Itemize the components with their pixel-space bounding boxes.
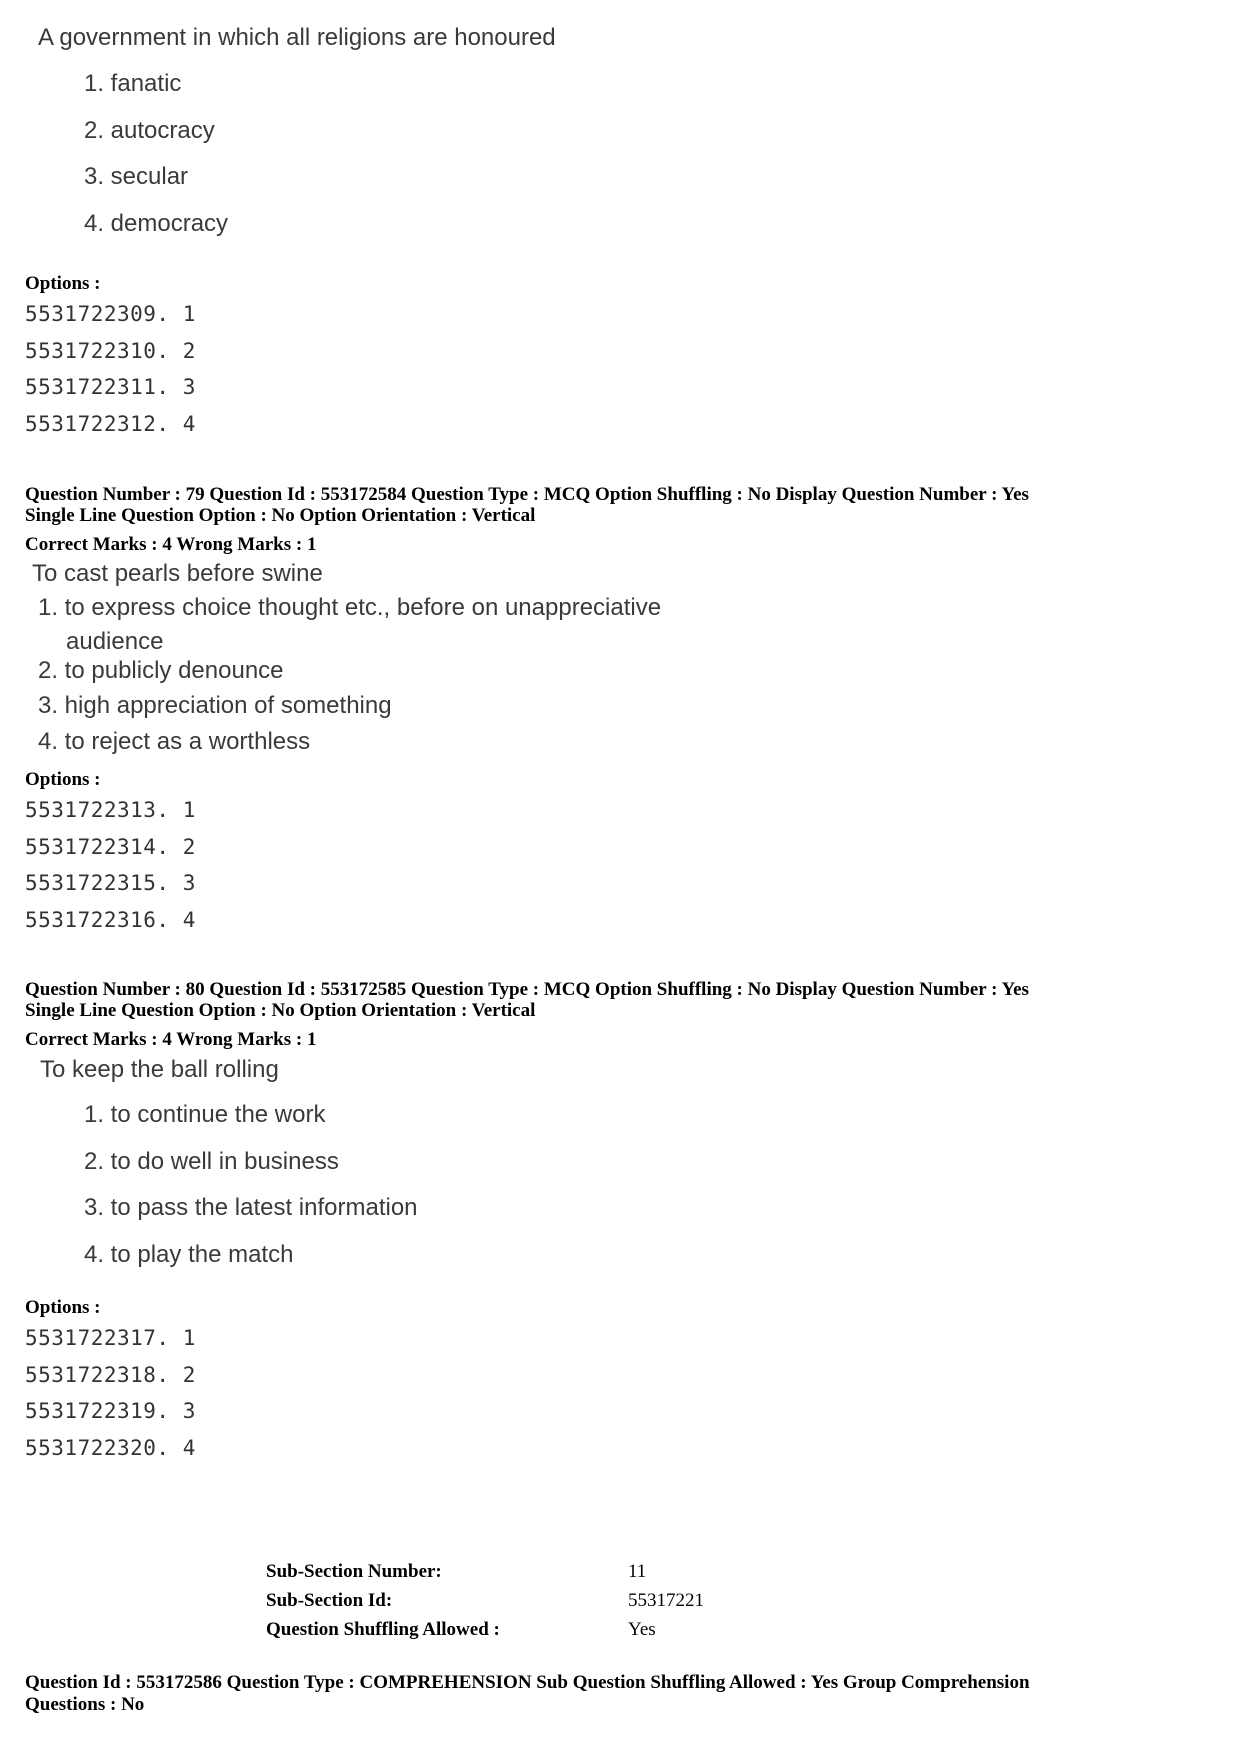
- q79-options-title: Options :: [25, 769, 101, 790]
- q80-options-title: Options :: [25, 1297, 101, 1318]
- subsection-shuffle-label: Question Shuffling Allowed :: [266, 1619, 500, 1640]
- q80-marks: Correct Marks : 4 Wrong Marks : 1: [25, 1029, 317, 1050]
- q80-option-code-2: 5531722318. 2: [25, 1363, 196, 1387]
- q78-choice-3: 3. secular: [84, 163, 189, 190]
- q80-header-line2: Single Line Question Option : No Option Orientation : Vertical: [25, 1000, 536, 1021]
- q79-header-line1: Question Number : 79 Question Id : 553172584 Question Type : MCQ Option Shuffling : No Display Question Number : Yes: [25, 484, 1029, 505]
- q79-choice-1-cont: audience: [66, 628, 164, 655]
- q79-option-code-2: 5531722314. 2: [25, 835, 196, 859]
- q78-stem: A government in which all religions are honoured: [38, 24, 556, 51]
- q78-option-code-4: 5531722312. 4: [25, 412, 196, 436]
- q80-choice-2: 2. to do well in business: [84, 1148, 339, 1175]
- q78-choice-1: 1. fanatic: [84, 70, 182, 97]
- subsection-id-label: Sub-Section Id:: [266, 1590, 393, 1611]
- q80-choice-3: 3. to pass the latest information: [84, 1194, 418, 1221]
- q78-option-code-2: 5531722310. 2: [25, 339, 196, 363]
- comprehension-header-line1: Question Id : 553172586 Question Type : COMPREHENSION Sub Question Shuffling Allowed : Yes Group Comprehension: [25, 1672, 1030, 1693]
- q78-option-code-1: 5531722309. 1: [25, 302, 196, 326]
- q79-stem: To cast pearls before swine: [32, 560, 323, 587]
- q80-choice-1: 1. to continue the work: [84, 1101, 326, 1128]
- subsection-shuffle-value: Yes: [628, 1619, 656, 1640]
- subsection-number-label: Sub-Section Number:: [266, 1561, 442, 1582]
- subsection-id-value: 55317221: [628, 1590, 704, 1611]
- q78-choice-4: 4. democracy: [84, 210, 229, 237]
- comprehension-header-line2: Questions : No: [25, 1694, 145, 1715]
- q80-option-code-3: 5531722319. 3: [25, 1399, 196, 1423]
- q79-option-code-1: 5531722313. 1: [25, 798, 196, 822]
- q80-option-code-4: 5531722320. 4: [25, 1436, 196, 1460]
- q78-options-title: Options :: [25, 273, 101, 294]
- q79-option-code-4: 5531722316. 4: [25, 908, 196, 932]
- q78-choice-2: 2. autocracy: [84, 117, 215, 144]
- q79-choice-1: 1. to express choice thought etc., before on unappreciative: [38, 594, 662, 621]
- q80-header-line1: Question Number : 80 Question Id : 553172585 Question Type : MCQ Option Shuffling : No Display Question Number : Yes: [25, 979, 1029, 1000]
- q79-choice-4: 4. to reject as a worthless: [38, 728, 311, 755]
- q79-marks: Correct Marks : 4 Wrong Marks : 1: [25, 534, 317, 555]
- q79-header-line2: Single Line Question Option : No Option Orientation : Vertical: [25, 505, 536, 526]
- q80-choice-4: 4. to play the match: [84, 1241, 294, 1268]
- q79-choice-2: 2. to publicly denounce: [38, 657, 284, 684]
- q80-option-code-1: 5531722317. 1: [25, 1326, 196, 1350]
- q80-stem: To keep the ball rolling: [40, 1056, 279, 1083]
- q79-option-code-3: 5531722315. 3: [25, 871, 196, 895]
- subsection-number-value: 11: [628, 1561, 647, 1582]
- q79-choice-3: 3. high appreciation of something: [38, 692, 392, 719]
- q78-option-code-3: 5531722311. 3: [25, 375, 196, 399]
